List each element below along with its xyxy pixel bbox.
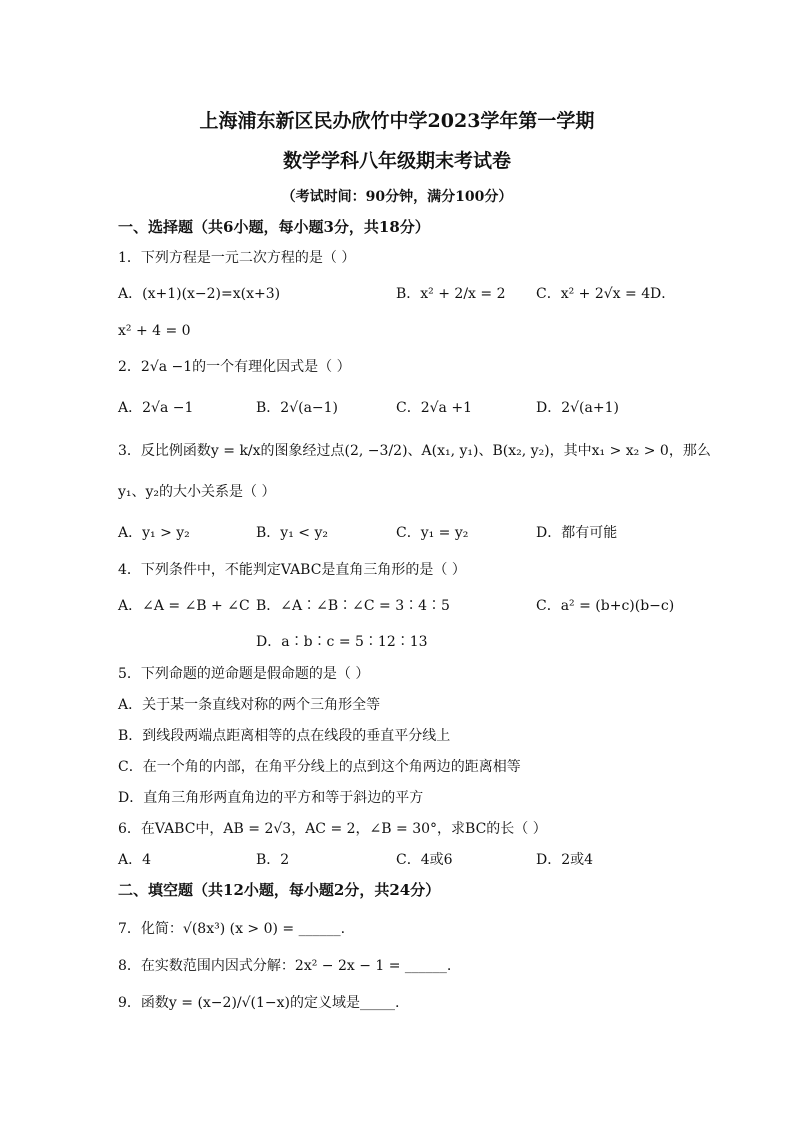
q5-option-a: A．关于某一条直线对称的两个三角形全等 xyxy=(118,697,381,713)
q9-stem: 9．函数y = (x−2)/√(1−x)的定义域是_____. xyxy=(118,995,400,1011)
q3-option-b: B．y₁ < y₂ xyxy=(256,525,328,541)
exam-title-line1: 上海浦东新区民办欣竹中学2023学年第一学期 xyxy=(199,110,595,132)
q4-option-d: D．a∶b∶c = 5∶12∶13 xyxy=(256,634,428,650)
q2-option-d: D．2√(a+1) xyxy=(536,400,619,416)
q1-option-c: C．x² + 2√x = 4 xyxy=(536,286,651,302)
q5-stem: 5．下列命题的逆命题是假命题的是（ ） xyxy=(118,666,370,682)
exam-info: （考试时间：90分钟，满分100分） xyxy=(281,189,513,205)
q8-stem: 8．在实数范围内因式分解：2x² − 2x − 1 = ______. xyxy=(118,958,452,974)
q3-stem-cont: y₁、y₂的大小关系是（ ） xyxy=(118,484,276,500)
q4-stem: 4．下列条件中，不能判定VABC是直角三角形的是（ ） xyxy=(118,562,466,578)
q1-option-a: A．(x+1)(x−2)=x(x+3) xyxy=(118,286,281,302)
q2-option-a: A．2√a −1 xyxy=(118,400,194,416)
q2-stem: 2．2√a −1的一个有理化因式是（ ） xyxy=(118,359,351,375)
q6-option-b: B．2 xyxy=(256,852,290,868)
q5-option-d: D．直角三角形两直角边的平方和等于斜边的平方 xyxy=(118,790,424,806)
exam-title-line2: 数学学科八年级期末考试卷 xyxy=(282,150,511,172)
q3-option-a: A．y₁ > y₂ xyxy=(118,525,190,541)
q6-option-c: C．4或6 xyxy=(396,852,453,868)
q1-stem: 1．下列方程是一元二次方程的是（ ） xyxy=(118,250,356,266)
section2-heading: 二、填空题（共12小题，每小题2分，共24分） xyxy=(118,881,441,899)
q1-option-b: B．x² + 2/x = 2 xyxy=(396,286,506,302)
q6-option-a: A．4 xyxy=(118,852,152,868)
q5-option-b: B．到线段两端点距离相等的点在线段的垂直平分线上 xyxy=(118,728,451,744)
q6-option-d: D．2或4 xyxy=(536,852,594,868)
q2-option-c: C．2√a +1 xyxy=(396,400,472,416)
q3-stem: 3．反比例函数y = k/x的图象经过点(2, −3/2)、A(x₁, y₁)、B(x₂, y₂)，其中x₁ > x₂ > 0，那么 xyxy=(118,443,711,459)
q4-option-b: B．∠A∶∠B∶∠C = 3∶4∶5 xyxy=(256,598,450,614)
q4-option-c: C．a² = (b+c)(b−c) xyxy=(536,598,675,614)
q5-option-c: C．在一个角的内部，在角平分线上的点到这个角两边的距离相等 xyxy=(118,759,521,775)
q4-option-a: A．∠A = ∠B + ∠C xyxy=(118,598,250,614)
q2-option-b: B．2√(a−1) xyxy=(256,400,339,416)
q6-stem: 6．在VABC中，AB = 2√3，AC = 2，∠B = 30°，求BC的长（ ） xyxy=(118,821,547,837)
q3-option-d: D．都有可能 xyxy=(536,525,618,541)
q1-option-d-cont: x² + 4 = 0 xyxy=(118,323,191,339)
q3-option-c: C．y₁ = y₂ xyxy=(396,525,469,541)
q7-stem: 7．化简：√(8x³) (x > 0) = ______. xyxy=(118,921,346,937)
q1-option-d: D． xyxy=(650,286,676,302)
section1-heading: 一、选择题（共6小题，每小题3分，共18分） xyxy=(118,218,430,236)
